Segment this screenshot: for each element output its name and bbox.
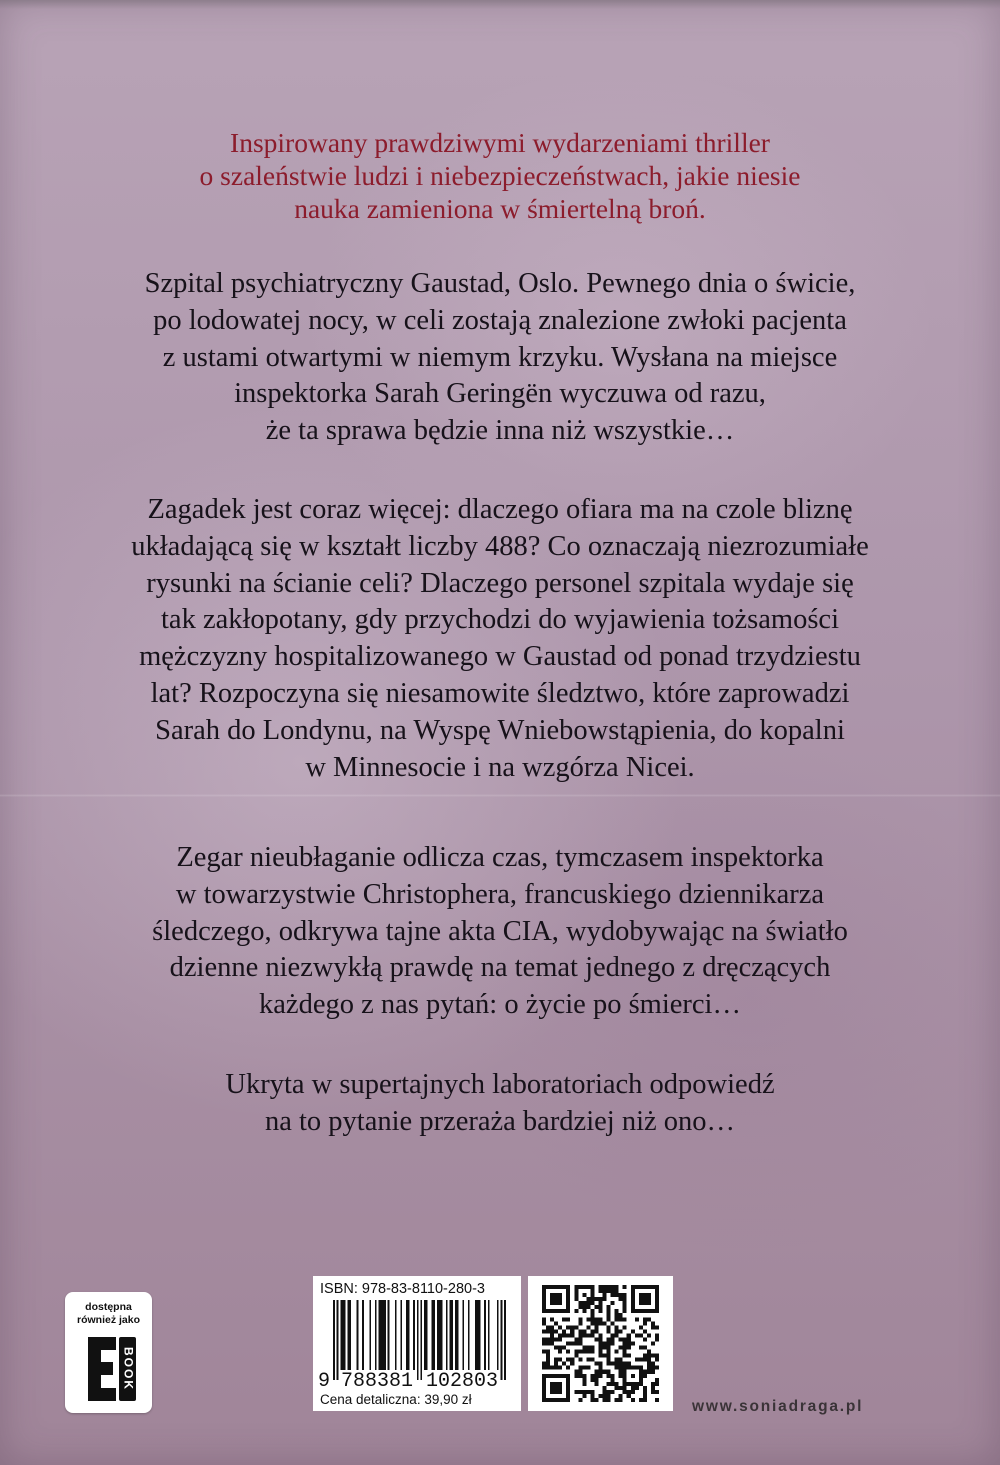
barcode-bar [475,1300,480,1370]
ebook-availability-badge [65,1292,152,1413]
description-paragraph-2 [0,492,1000,786]
ebook-badge-line-1: dostępna [85,1301,132,1313]
paragraph-line: Zagadek jest coraz więcej: dlaczego ofiara ma na czole bliznę [147,494,853,525]
qr-code-icon [542,1285,659,1402]
barcode-bar [369,1300,371,1370]
ebook-logo-text: BOOK [121,1347,136,1391]
paragraph-line: Ukryta w supertajnych laboratoriach odpowiedź [225,1069,775,1100]
paragraph-line: w Minnesocie i na wzgórza Nicei. [305,751,695,783]
tagline-line: o szaleństwie ludzi i niebezpieczeństwach, jakie niesie [199,160,801,191]
paragraph-line: Zegar nieubłaganie odlicza czas, tymczasem inspektorka [176,842,824,873]
barcode-guard-bar [420,1300,422,1380]
barcode-bar [362,1300,364,1370]
barcode-bar [431,1300,435,1370]
isbn-barcode-label [313,1276,521,1411]
barcode-bar [484,1300,486,1370]
paragraph-line: inspektorka Sarah Geringën wyczuwa od razu, [234,378,766,410]
paragraph-line: w towarzystwie Christophera, francuskiego dziennikarza [175,878,825,910]
barcode-digit-first: 9 [317,1370,330,1393]
barcode-bar [400,1300,402,1370]
paragraph-line: śledczego, odkrywa tajne akta CIA, wydobywając na światło [152,915,848,947]
barcode-bar [437,1300,442,1370]
paragraph-line: dzienne niezwykłą prawdę na temat jednego z dręczących [169,952,831,984]
barcode-bar [468,1300,470,1370]
barcode-bar [395,1300,397,1370]
description-paragraph-3 [0,840,1000,1024]
paragraph-line: lat? Rozpoczyna się niesamowite śledztwo, które zaprowadzi [150,677,850,709]
ebook-logo-icon [85,1334,139,1404]
barcode-bar [446,1300,448,1370]
qr-code-modules [542,1285,659,1402]
paragraph-line: mężczyzny hospitalizowanego w Gaustad od ponad trzydziestu [139,641,861,673]
paragraph-line: każdego z nas pytań: o życie po śmierci… [259,989,741,1021]
barcode-bar [462,1300,464,1370]
paragraph-line: po lodowatej nocy, w celi zostają znalezione zwłoki pacjenta [153,304,847,336]
barcode-bar [357,1300,359,1370]
barcode-guard-bar [501,1300,503,1380]
paragraph-line: układającą się w kształt liczby 488? Co oznaczają niezrozumiałe [131,530,869,562]
barcode-bar [488,1300,490,1370]
barcode-bar [348,1300,352,1370]
barcode-bar [450,1300,454,1370]
barcode-bar [388,1300,390,1370]
barcode-icon [333,1300,506,1380]
tagline-line: nauka zamieniona w śmiertelną broń. [294,193,706,224]
paragraph-line: Szpital psychiatryczny Gaustad, Oslo. Pewnego dnia o świcie, [144,268,856,299]
tagline [0,126,1000,225]
tagline-line: Inspirowany prawdziwymi wydarzeniami thriller [230,127,770,158]
barcode-bar [497,1300,499,1370]
paragraph-line: że ta sprawa będzie inna niż wszystkie… [265,415,735,447]
fold-crease [0,794,1000,797]
ebook-badge-line-2: również jako [76,1314,140,1326]
qr-code-label [528,1276,673,1411]
isbn-text: ISBN: 978-83-8110-280-3 [320,1281,485,1297]
barcode-bar [455,1300,459,1370]
paragraph-line: rysunki na ścianie celi? Dlaczego personel szpitala wydaje się [146,567,854,599]
description-paragraph-1 [0,266,1000,450]
publisher-website: www.soniadraga.pl [692,1398,864,1415]
barcode-guard-bar [337,1300,339,1380]
barcode-guard-bar [333,1300,335,1380]
barcode-guard-bar [504,1300,506,1380]
barcode-bar [375,1300,377,1370]
barcode-bar [424,1300,428,1370]
scan-top-edge [0,0,1000,9]
paragraph-line: Sarah do Londynu, na Wyspę Wniebowstąpienia, do kopalni [155,714,845,746]
description-paragraph-4 [0,1067,1000,1141]
paragraph-line: z ustami otwartymi w niemym krzyku. Wysłana na miejsce [162,341,838,373]
paragraph-line: na to pytanie przeraża bardziej niż ono… [264,1105,736,1137]
barcode-bar [379,1300,386,1370]
barcode-bar [413,1300,415,1370]
barcode-bar [340,1300,345,1370]
barcode-bar [406,1300,410,1370]
retail-price: Cena detaliczna: 39,90 zł [320,1392,472,1407]
paragraph-line: tak zakłopotany, gdy przychodzi do wyjawienia tożsamości [161,604,839,636]
barcode-guard-bar [417,1300,419,1380]
ebook-logo-letter-shape [88,1337,116,1401]
barcode-digits-right: 102803 [425,1370,498,1393]
barcode-digits-left: 788381 [340,1370,413,1393]
